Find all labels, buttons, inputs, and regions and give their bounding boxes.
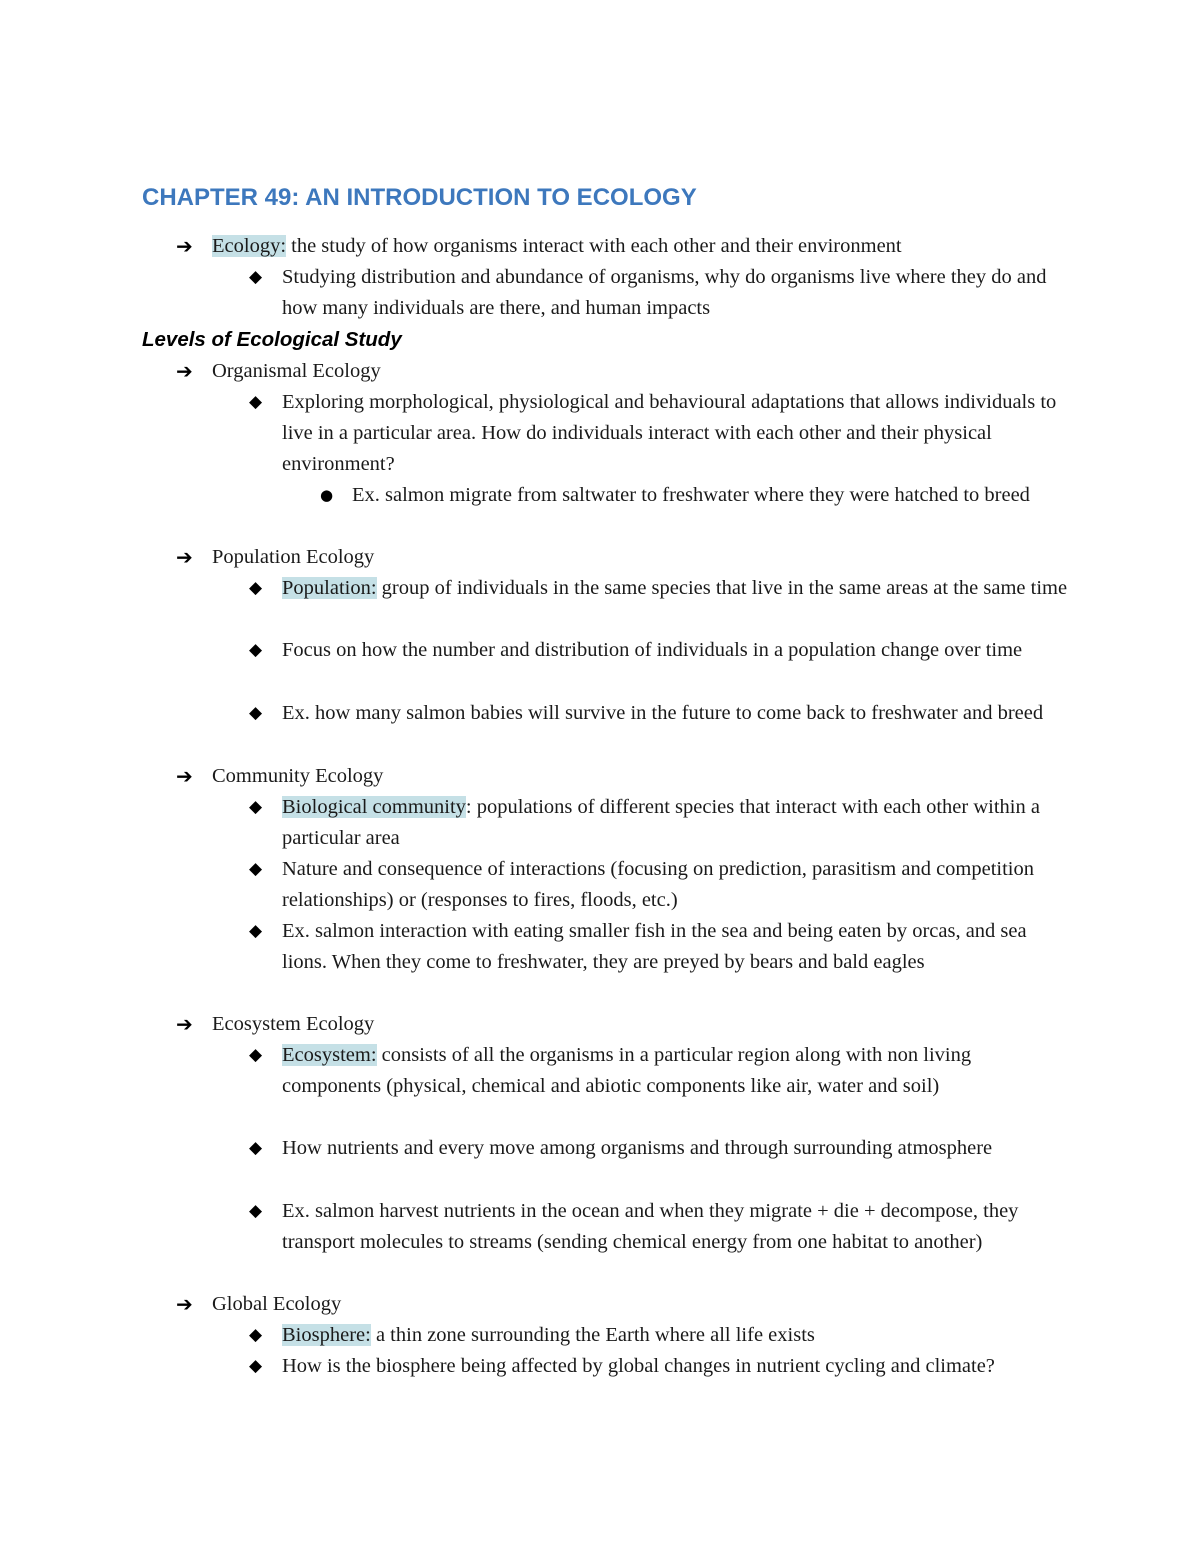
list-item: [249, 792, 1072, 854]
arrow-right-icon: ➔: [176, 764, 193, 788]
diamond-bullet-icon: ◆: [249, 1356, 263, 1376]
level-heading: Population Ecology: [212, 546, 375, 568]
item-text: Nature and consequence of interactions (focusing on prediction, parasitism and competition relationships) or (responses to fires, floods, etc.): [282, 858, 1035, 911]
arrow-right-icon: ➔: [176, 1292, 193, 1316]
list-item: [249, 1040, 1072, 1102]
list-item: [249, 1133, 1072, 1164]
item-text: Studying distribution and abundance of organisms, why do organisms live where they do and how many individuals are there, and human impacts: [282, 266, 1047, 319]
definition-text: group of individuals in the same species that live in the same areas at the same time: [376, 577, 1068, 599]
item-text: Focus on how the number and distribution of individuals in a population change over time: [282, 639, 1023, 661]
diamond-bullet-icon: ◆: [249, 1138, 263, 1158]
dot-bullet-icon: ●: [320, 486, 334, 504]
list-item: [249, 1351, 1072, 1382]
diamond-bullet-icon: ◆: [249, 1201, 263, 1221]
level-global: [176, 1289, 1072, 1320]
level-ecosystem: [176, 1009, 1072, 1040]
list-item: [249, 854, 1072, 916]
diamond-bullet-icon: ◆: [249, 1325, 263, 1345]
item-text: Ex. how many salmon babies will survive in the future to come back to freshwater and breed: [282, 702, 1044, 724]
definition-text: consists of all the organisms in a particular region along with non living components (physical, chemical and abiotic components like air, water and soil): [282, 1044, 972, 1097]
arrow-right-icon: ➔: [176, 359, 193, 383]
level-organismal: [176, 356, 1072, 387]
item-text: Ex. salmon interaction with eating smaller fish in the sea and being eaten by orcas, and sea lions. When they come to freshwater, they are preyed by bears and bald eagles: [282, 920, 1027, 973]
item-text: Ex. salmon migrate from saltwater to freshwater where they were hatched to breed: [352, 484, 1030, 506]
arrow-right-icon: ➔: [176, 545, 193, 569]
ecology-definition: [176, 231, 1072, 262]
level-community: [176, 761, 1072, 792]
arrow-right-icon: ➔: [176, 234, 193, 258]
term-ecology: Ecology:: [212, 235, 287, 257]
list-item: [249, 262, 1072, 324]
list-item: [249, 1196, 1072, 1258]
diamond-bullet-icon: ◆: [249, 640, 263, 660]
list-item: [249, 698, 1072, 729]
diamond-bullet-icon: ◆: [249, 921, 263, 941]
diamond-bullet-icon: ◆: [249, 859, 263, 879]
list-item: [320, 480, 1072, 511]
arrow-right-icon: ➔: [176, 1012, 193, 1036]
item-text: How nutrients and every move among organisms and through surrounding atmosphere: [282, 1137, 993, 1159]
level-heading: Organismal Ecology: [212, 360, 381, 382]
diamond-bullet-icon: ◆: [249, 703, 263, 723]
list-item: [249, 573, 1072, 604]
level-heading: Community Ecology: [212, 765, 384, 787]
item-text: Exploring morphological, physiological and behavioural adaptations that allows individuals to live in a particular area. How do individuals interact with each other and their physical environment?: [282, 391, 1057, 475]
definition-text: the study of how organisms interact with each other and their environment: [286, 235, 902, 257]
term-biosphere: Biosphere:: [282, 1324, 371, 1346]
diamond-bullet-icon: ◆: [249, 267, 263, 287]
term-biological-community: Biological community: [282, 796, 466, 818]
list-item: [249, 387, 1072, 480]
level-heading: Ecosystem Ecology: [212, 1013, 375, 1035]
item-text: Ex. salmon harvest nutrients in the ocean and when they migrate + die + decompose, they transport molecules to streams (sending chemical energy from one habitat to another): [282, 1200, 1019, 1253]
term-population: Population:: [282, 577, 377, 599]
level-population: [176, 542, 1072, 573]
definition-text: a thin zone surrounding the Earth where all life exists: [370, 1324, 815, 1346]
list-item: [249, 916, 1072, 978]
diamond-bullet-icon: ◆: [249, 392, 263, 412]
section-heading: Levels of Ecological Study: [142, 328, 402, 351]
chapter-title: CHAPTER 49: AN INTRODUCTION TO ECOLOGY: [142, 184, 697, 211]
list-item: [249, 1320, 1072, 1351]
item-text: How is the biosphere being affected by global changes in nutrient cycling and climate?: [282, 1355, 995, 1377]
definition-text: : populations of different species that interact with each other within a particular area: [282, 796, 1040, 849]
diamond-bullet-icon: ◆: [249, 578, 263, 598]
level-heading: Global Ecology: [212, 1293, 342, 1315]
diamond-bullet-icon: ◆: [249, 1045, 263, 1065]
term-ecosystem: Ecosystem:: [282, 1044, 377, 1066]
list-item: [249, 635, 1072, 666]
diamond-bullet-icon: ◆: [249, 797, 263, 817]
